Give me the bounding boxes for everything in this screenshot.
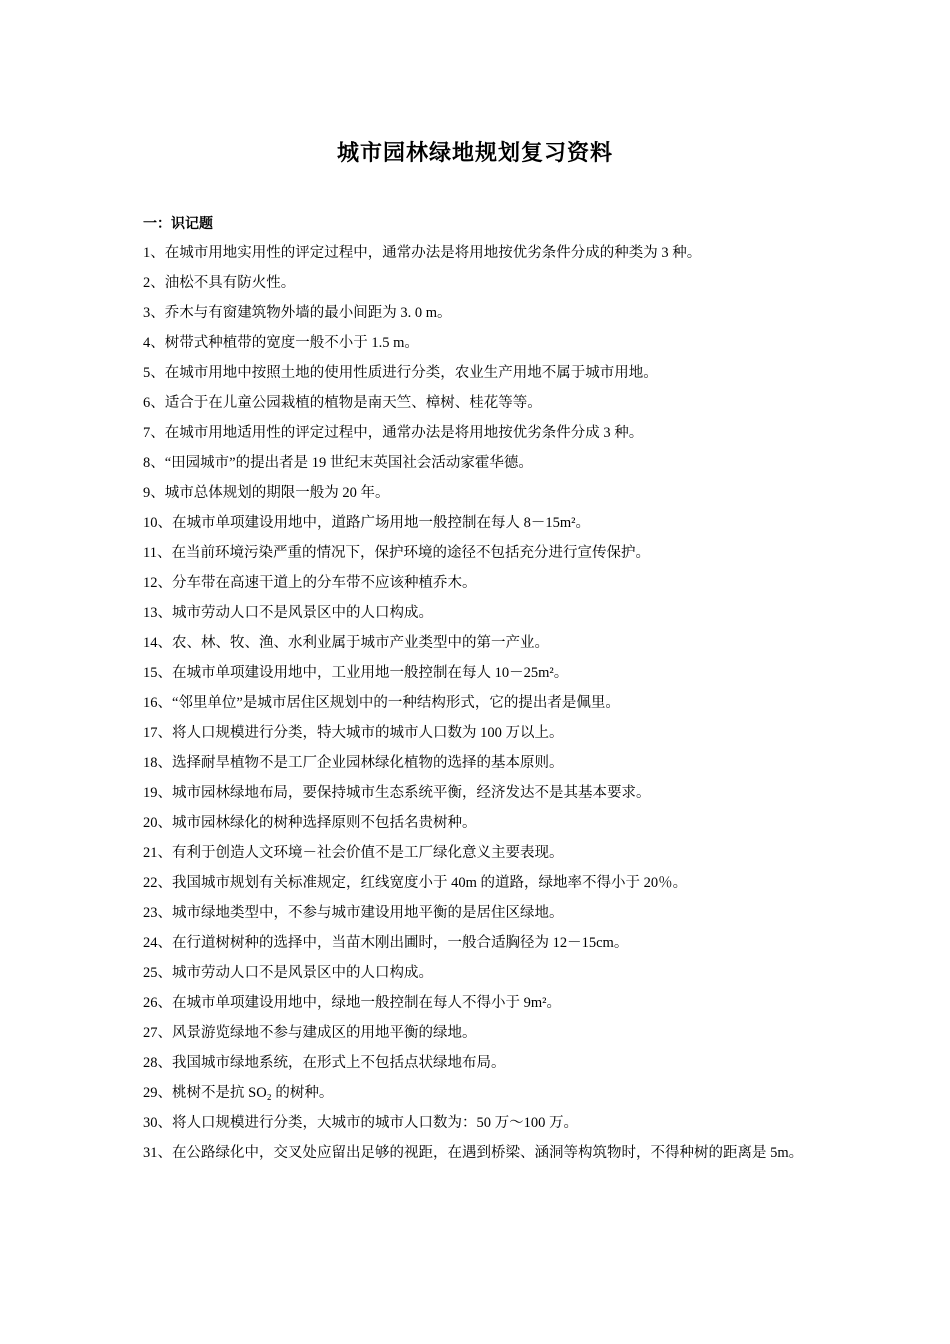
list-item: 11、在当前环境污染严重的情况下，保护环境的途径不包括充分进行宣传保护。 <box>143 545 650 561</box>
list-item: 14、农、林、牧、渔、水利业属于城市产业类型中的第一产业。 <box>143 635 549 651</box>
list-item: 16、“邻里单位”是城市居住区规划中的一种结构形式，它的提出者是佩里。 <box>143 695 620 711</box>
list-item: 26、在城市单项建设用地中，绿地一般控制在每人不得小于 9m²。 <box>143 995 561 1011</box>
list-item: 18、选择耐旱植物不是工厂企业园林绿化植物的选择的基本原则。 <box>143 755 564 771</box>
question-list <box>143 238 813 1168</box>
list-item: 29、桃树不是抗 SO₂ 的树种。 <box>143 1085 334 1101</box>
list-item: 6、适合于在儿童公园栽植的植物是南天竺、樟树、桂花等等。 <box>143 395 542 411</box>
list-item: 9、城市总体规划的期限一般为 20 年。 <box>143 485 390 501</box>
list-item: 31、在公路绿化中，交叉处应留出足够的视距，在遇到桥梁、涵洞等构筑物时，不得种树的距离是 5m。 <box>143 1145 804 1161</box>
list-item: 23、城市绿地类型中，不参与城市建设用地平衡的是居住区绿地。 <box>143 905 564 921</box>
list-item: 22、我国城市规划有关标准规定，红线宽度小于 40m 的道路，绿地率不得小于 20％。 <box>143 875 688 891</box>
section-heading: 一：识记题 <box>143 216 213 232</box>
list-item: 8、“田园城市”的提出者是 19 世纪末英国社会活动家霍华德。 <box>143 455 533 471</box>
list-item: 28、我国城市绿地系统，在形式上不包括点状绿地布局。 <box>143 1055 506 1071</box>
list-item: 30、将人口规模进行分类，大城市的城市人口数为：50 万～100 万。 <box>143 1115 578 1131</box>
list-item: 5、在城市用地中按照土地的使用性质进行分类，农业生产用地不属于城市用地。 <box>143 365 658 381</box>
list-item: 19、城市园林绿地布局，要保持城市生态系统平衡，经济发达不是其基本要求。 <box>143 785 651 801</box>
list-item: 4、树带式种植带的宽度一般不小于 1.5 m。 <box>143 335 419 351</box>
list-item: 12、分车带在高速干道上的分车带不应该种植乔木。 <box>143 575 477 591</box>
list-item: 21、有利于创造人文环境－社会价值不是工厂绿化意义主要表现。 <box>143 845 564 861</box>
document-title: 城市园林绿地规划复习资料 <box>336 141 613 166</box>
list-item: 25、城市劳动人口不是风景区中的人口构成。 <box>143 965 433 981</box>
list-item: 17、将人口规模进行分类，特大城市的城市人口数为 100 万以上。 <box>143 725 564 741</box>
list-item: 3、乔木与有窗建筑物外墙的最小间距为 3. 0 m。 <box>143 305 452 321</box>
list-item: 24、在行道树树种的选择中，当苗木刚出圃时，一般合适胸径为 12－15cm。 <box>143 935 629 951</box>
list-item: 10、在城市单项建设用地中，道路广场用地一般控制在每人 8－15m²。 <box>143 515 590 531</box>
list-item: 27、风景游览绿地不参与建成区的用地平衡的绿地。 <box>143 1025 477 1041</box>
list-item: 7、在城市用地适用性的评定过程中，通常办法是将用地按优劣条件分成 3 种。 <box>143 425 644 441</box>
list-item: 1、在城市用地实用性的评定过程中，通常办法是将用地按优劣条件分成的种类为 3 种。 <box>143 245 702 261</box>
list-item: 20、城市园林绿化的树种选择原则不包括名贵树种。 <box>143 815 477 831</box>
list-item: 15、在城市单项建设用地中，工业用地一般控制在每人 10－25m²。 <box>143 665 569 681</box>
list-item: 13、城市劳动人口不是风景区中的人口构成。 <box>143 605 433 621</box>
list-item: 2、油松不具有防火性。 <box>143 275 296 291</box>
